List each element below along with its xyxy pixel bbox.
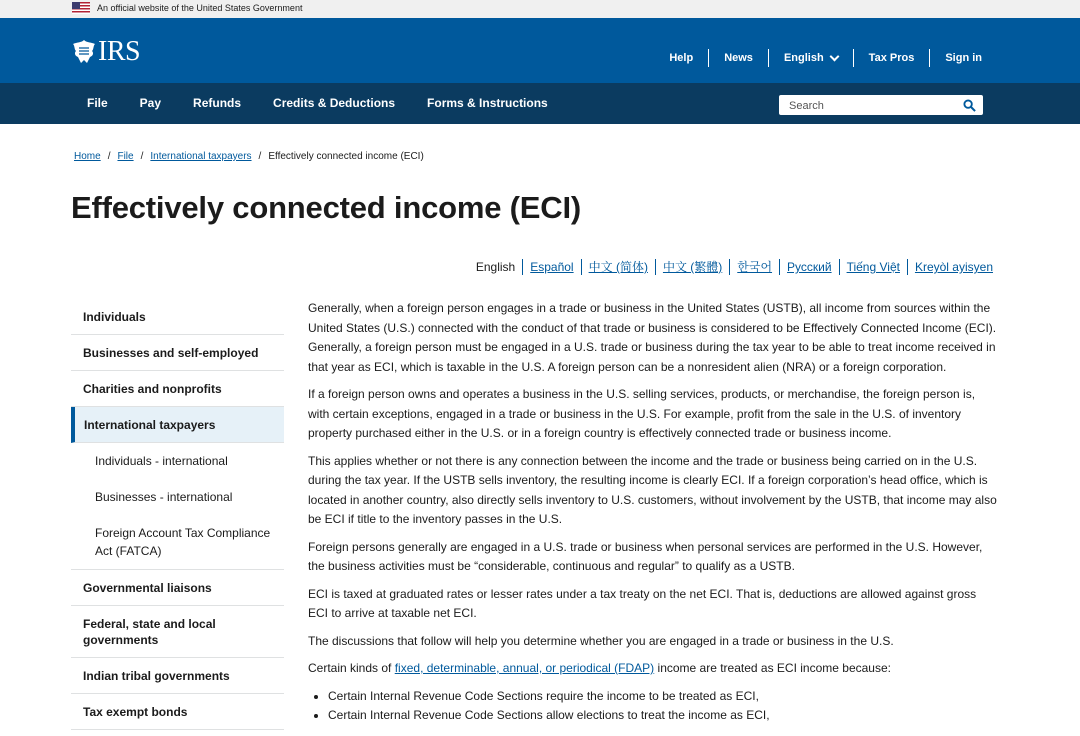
nav-credits-deductions[interactable]: Credits & Deductions — [273, 96, 396, 110]
eagle-icon — [72, 39, 96, 65]
lang-spanish[interactable]: Español — [522, 259, 580, 275]
breadcrumb-separator: / — [258, 151, 262, 162]
lang-korean[interactable]: 한국어 — [729, 259, 779, 275]
gov-banner-text: An official website of the United States Government — [97, 3, 303, 13]
content-paragraph: ECI is taxed at graduated rates or lesser rates under a tax treaty on the net ECI. That is, deductions are allowed against gross ECI to arrive at taxable net ECI. — [308, 586, 977, 620]
tax-pros-link[interactable]: Tax Pros — [853, 49, 930, 67]
site-header — [0, 18, 1080, 83]
language-dropdown-label: English — [783, 52, 824, 64]
language-selector — [469, 259, 993, 275]
breadcrumb-separator: / — [107, 151, 111, 162]
breadcrumb-file[interactable]: File — [117, 151, 134, 162]
search-icon[interactable] — [963, 99, 976, 112]
nav-pay[interactable]: Pay — [139, 96, 162, 110]
lang-chinese-traditional[interactable]: 中文 (繁體) — [655, 259, 729, 275]
sidebar-item-federal-state-local[interactable]: Federal, state and local governments — [71, 606, 284, 658]
language-dropdown[interactable] — [768, 49, 853, 67]
breadcrumb-home[interactable]: Home — [74, 151, 101, 162]
sidebar-item-tax-exempt-bonds[interactable]: Tax exempt bonds — [71, 694, 284, 730]
sidebar-item-businesses[interactable]: Businesses and self-employed — [71, 335, 284, 371]
fdap-link[interactable]: fixed, determinable, annual, or periodical (FDAP) — [394, 661, 655, 675]
list-item: • Certain Internal Revenue Code Sections allow elections to treat the income as ECI, — [328, 706, 998, 726]
content-paragraph: Generally, when a foreign person engages in a trade or business in the United States (USTB), all income from sources within the United States (U.S.) connected with the conduct of that trade or business is considered to be Effectively Connected Income (ECI). Generally, a foreign person must be engaged in a U.S. trade or business during the tax year to be able to treat income received in that year as ECI, which is taxable in the U.S. A foreign person can be a nonresident alien (NRA) or a foreign corporation. — [308, 301, 997, 374]
chevron-down-icon — [829, 51, 839, 61]
fdap-suffix: income are treated as ECI income because: — [654, 661, 891, 675]
lang-haitian-creole[interactable]: Kreyòl ayisyen — [907, 259, 993, 275]
content-paragraph: Foreign persons generally are engaged in a U.S. trade or business when personal services are performed in the U.S. However, the business activities must be “considerable, continuous and regular” to qualify as a USTB. — [308, 539, 983, 573]
sidebar-subitem-fatca[interactable]: Foreign Account Tax Compliance Act (FATCA) — [71, 515, 284, 570]
breadcrumb-international-taxpayers[interactable]: International taxpayers — [150, 151, 252, 162]
breadcrumb — [74, 151, 424, 163]
main-content — [308, 299, 998, 726]
list-item: • Certain Internal Revenue Code Sections require the income to be treated as ECI, — [328, 687, 998, 707]
lang-chinese-simplified[interactable]: 中文 (简体) — [581, 259, 655, 275]
eci-bullet-list — [328, 687, 998, 726]
lang-vietnamese[interactable]: Tiếng Việt — [839, 259, 907, 275]
help-link[interactable]: Help — [669, 52, 694, 64]
nav-refunds[interactable]: Refunds — [193, 96, 242, 110]
gov-banner — [0, 0, 1080, 18]
sidebar-item-governmental-liaisons[interactable]: Governmental liaisons — [71, 570, 284, 606]
content-paragraph: If a foreign person owns and operates a business in the U.S. selling services, products, or merchandise, the foreign person is, with certain exceptions, engaged in a trade or business in the U.S. For example, profit from the sale in the U.S. of inventory property purchased either in the U.S. or in a foreign country is effectively connected trade or business income. — [308, 387, 976, 440]
sidebar-nav — [71, 299, 284, 730]
content-paragraph: This applies whether or not there is any connection between the income and the trade or business being carried on in the U.S. during the tax year. If the USTB sells inventory, the resulting income is clearly ECI. If a foreign corporation’s head office, which is located in another country, also directly sells inventory to U.S. customers, without involvement by the USTB, that income may also be ECI if title to the inventory passes in the U.S. — [308, 453, 997, 526]
us-flag-icon — [72, 2, 90, 14]
nav-forms-instructions[interactable]: Forms & Instructions — [427, 96, 548, 110]
sidebar-item-international-taxpayers[interactable]: International taxpayers — [71, 407, 284, 443]
sidebar-subitem-businesses-international[interactable]: Businesses - international — [95, 490, 233, 504]
sidebar-item-indian-tribal[interactable]: Indian tribal governments — [71, 658, 284, 694]
content-paragraph: The discussions that follow will help you determine whether you are engaged in a trade or business in the U.S. — [308, 633, 894, 648]
logo-text: IRS — [98, 36, 141, 67]
breadcrumb-current: Effectively connected income (ECI) — [268, 151, 424, 162]
search-box — [779, 95, 983, 115]
news-link[interactable]: News — [708, 49, 768, 67]
lang-english-current: English — [475, 260, 516, 274]
lang-russian[interactable]: Русский — [779, 259, 839, 275]
sidebar-item-individuals[interactable]: Individuals — [71, 299, 284, 335]
irs-logo[interactable] — [72, 38, 140, 66]
main-nav — [0, 83, 1080, 124]
sign-in-link[interactable]: Sign in — [929, 49, 982, 67]
breadcrumb-separator: / — [140, 151, 144, 162]
sidebar-item-charities[interactable]: Charities and nonprofits — [71, 371, 284, 407]
sidebar-subitem-individuals-international[interactable]: Individuals - international — [95, 454, 228, 468]
search-input[interactable] — [789, 97, 959, 115]
page-title: Effectively connected income (ECI) — [71, 190, 581, 225]
nav-file[interactable]: File — [87, 96, 108, 110]
fdap-paragraph — [308, 659, 998, 679]
fdap-prefix: Certain kinds of — [308, 661, 395, 675]
utility-nav — [654, 49, 982, 67]
